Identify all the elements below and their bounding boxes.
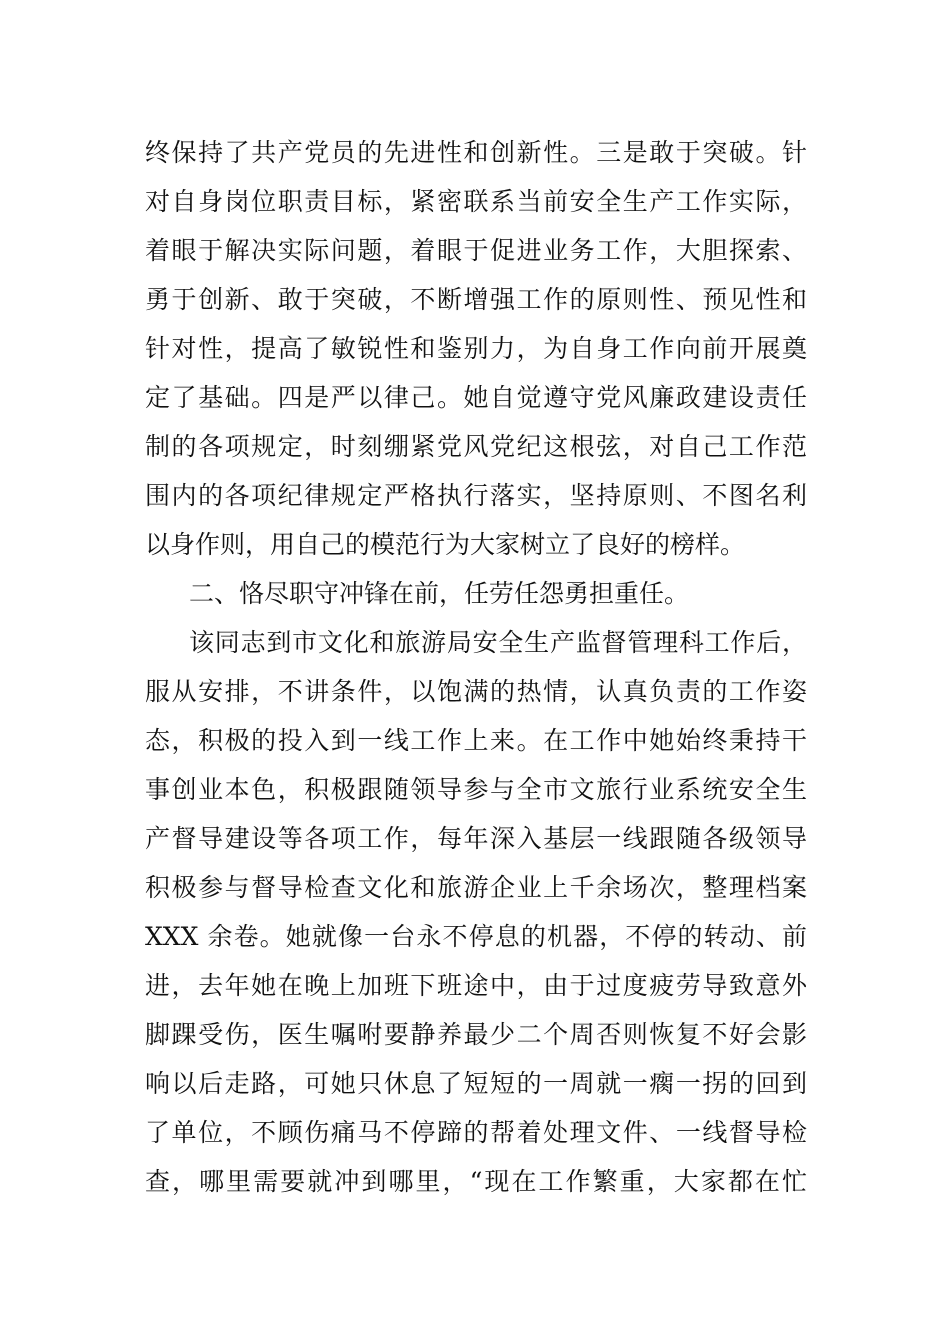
body-text <box>145 128 807 1206</box>
text-line: 终保持了共产党员的先进性和创新性。三是敢于突破。针 <box>145 138 807 167</box>
text-line: 勇于创新、敢于突破，不断增强工作的原则性、预见性和 <box>145 285 807 314</box>
text-line: 围内的各项纪律规定严格执行落实，坚持原则、不图名利 <box>145 481 807 510</box>
text-line: 事创业本色，积极跟随领导参与全市文旅行业系统安全生 <box>145 775 807 804</box>
text-line: 查，哪里需要就冲到哪里，“现在工作繁重，大家都在忙 <box>145 1167 807 1196</box>
section-heading: 二、恪尽职守冲锋在前，任劳任怨勇担重任。 <box>189 579 690 608</box>
text-line: 制的各项规定，时刻绷紧党风党纪这根弦，对自己工作范 <box>145 432 807 461</box>
paragraph-first-line: 该同志到市文化和旅游局安全生产监督管理科工作后， <box>189 628 807 657</box>
text-line: 对自身岗位职责目标，紧密联系当前安全生产工作实际， <box>145 187 807 216</box>
text-line: 服从安排，不讲条件，以饱满的热情，认真负责的工作姿 <box>145 677 807 706</box>
text-line: 脚踝受伤，医生嘱咐要静养最少二个周否则恢复不好会影 <box>145 1020 807 1049</box>
text-line: 态，积极的投入到一线工作上来。在工作中她始终秉持干 <box>145 726 807 755</box>
text-line: 定了基础。四是严以律己。她自觉遵守党风廉政建设责任 <box>145 383 807 412</box>
text-line: 以身作则，用自己的模范行为大家树立了良好的榜样。 <box>145 530 746 559</box>
text-line: 进，去年她在晚上加班下班途中，由于过度疲劳导致意外 <box>145 971 807 1000</box>
text-line: 了单位，不顾伤痛马不停蹄的帮着处理文件、一线督导检 <box>145 1118 807 1147</box>
text-line: 积极参与督导检查文化和旅游企业上千余场次，整理档案 <box>145 873 807 902</box>
text-line: 针对性，提高了敏锐性和鉴别力，为自身工作向前开展奠 <box>145 334 807 363</box>
text-line: 响以后走路，可她只休息了短短的一周就一瘸一拐的回到 <box>145 1069 807 1098</box>
text-line: 着眼于解决实际问题，着眼于促进业务工作，大胆探索、 <box>145 236 807 265</box>
text-line: 产督导建设等各项工作，每年深入基层一线跟随各级领导 <box>145 824 807 853</box>
text-line: XXX 余卷。她就像一台永不停息的机器，不停的转动、前 <box>145 922 807 951</box>
